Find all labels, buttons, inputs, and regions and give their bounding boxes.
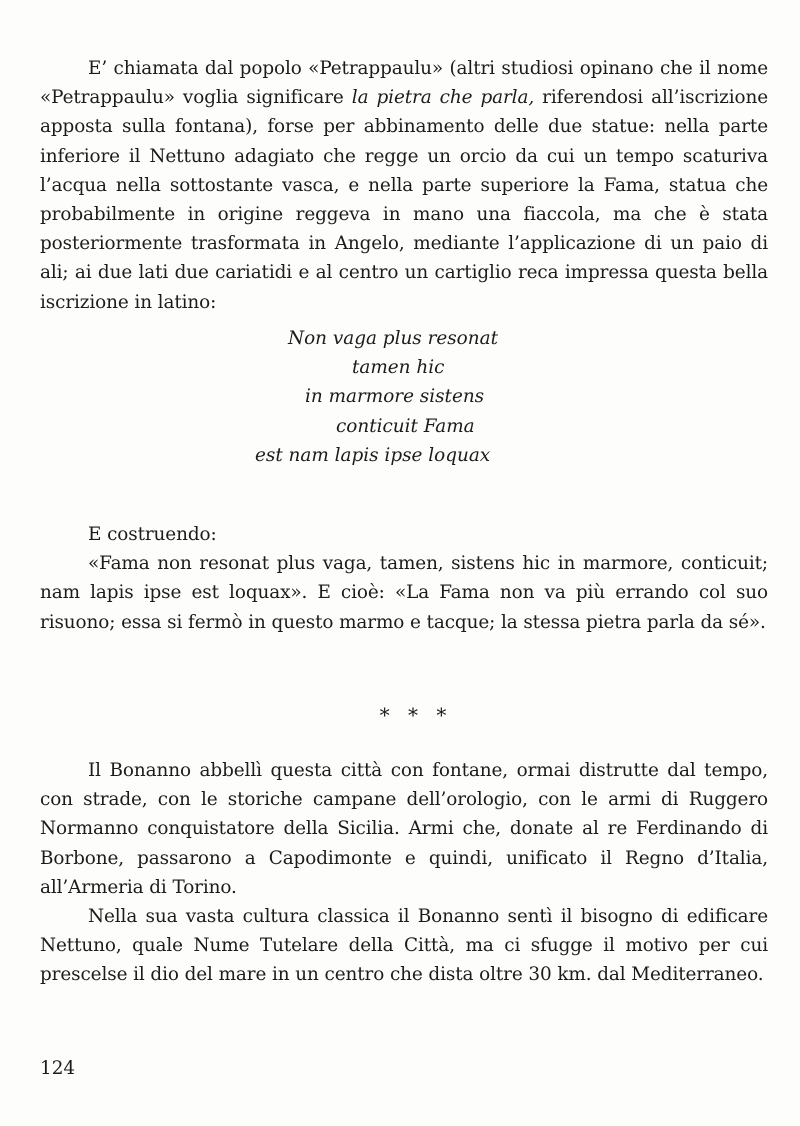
paragraph-nettuno-text: Nella sua vasta cultura classica il Bonanno sentì il bisogno di edificare Nettuno, quale Nume Tutelare della Città, ma ci sfugge il motivo per cui prescelse il dio del mare in un centro che dista oltre 30 km. dal Mediterraneo. bbox=[40, 906, 768, 986]
inscription-line: tamen hic bbox=[352, 357, 445, 378]
construing-text: «Fama non resonat plus vaga, tamen, sistens hic in marmore, conticuit; nam lapis ipse est loquax». E cioè: «La Fama non va più errando col suo risuono; essa si fermò in questo marmo e tacque; la stessa pietra parla da sé». bbox=[40, 553, 768, 633]
inscription-line: est nam lapis ipse loquax bbox=[255, 445, 491, 466]
paragraph-bonanno-text: Il Bonanno abbellì questa città con fontane, ormai distrutte dal tempo, con strade, con le storiche campane dell’orologio, con le armi di Ruggero Normanno conquistatore della Sicilia. Armi che, donate al re Ferdinando di Borbone, passarono a Capodimonte e quindi, unificato il Regno d’Italia, all’Armeria di Torino. bbox=[40, 760, 768, 898]
paragraph-petrappaulu bbox=[40, 54, 768, 317]
paragraph-bonanno bbox=[40, 756, 768, 990]
paragraph-text-continued: riferendosi all’iscrizione apposta sulla fontana), forse per abbinamento delle due statue: nella parte inferiore il Nettuno adagiato che regge un orcio da cui un tempo scaturiva l’acqua nella sottostante vasca, e nella parte superiore la Fama, statua che probabilmente in origine reggeva in mano una fiaccola, ma che è stata posteriormente trasformata in Angelo, mediante l’applicazione di un paio di ali; ai due lati due cariatidi e al centro un cartiglio reca impressa questa bella iscrizione in latino: bbox=[40, 87, 768, 313]
paragraph-construing bbox=[40, 520, 768, 637]
page-number: 124 bbox=[40, 1058, 76, 1079]
italic-phrase: la pietra che parla, bbox=[351, 87, 535, 109]
inscription-line: in marmore sistens bbox=[305, 386, 485, 407]
inscription-line: Non vaga plus resonat bbox=[288, 328, 498, 349]
inscription-line: conticuit Fama bbox=[336, 416, 475, 437]
paragraph-text: E’ chiamata dal popolo «Petrappaulu» (altri studiosi opinano che il nome «Petrappaulu» voglia significare bbox=[40, 58, 768, 109]
construing-intro: E costruendo: bbox=[88, 524, 217, 545]
section-separator: * * * bbox=[379, 703, 453, 727]
